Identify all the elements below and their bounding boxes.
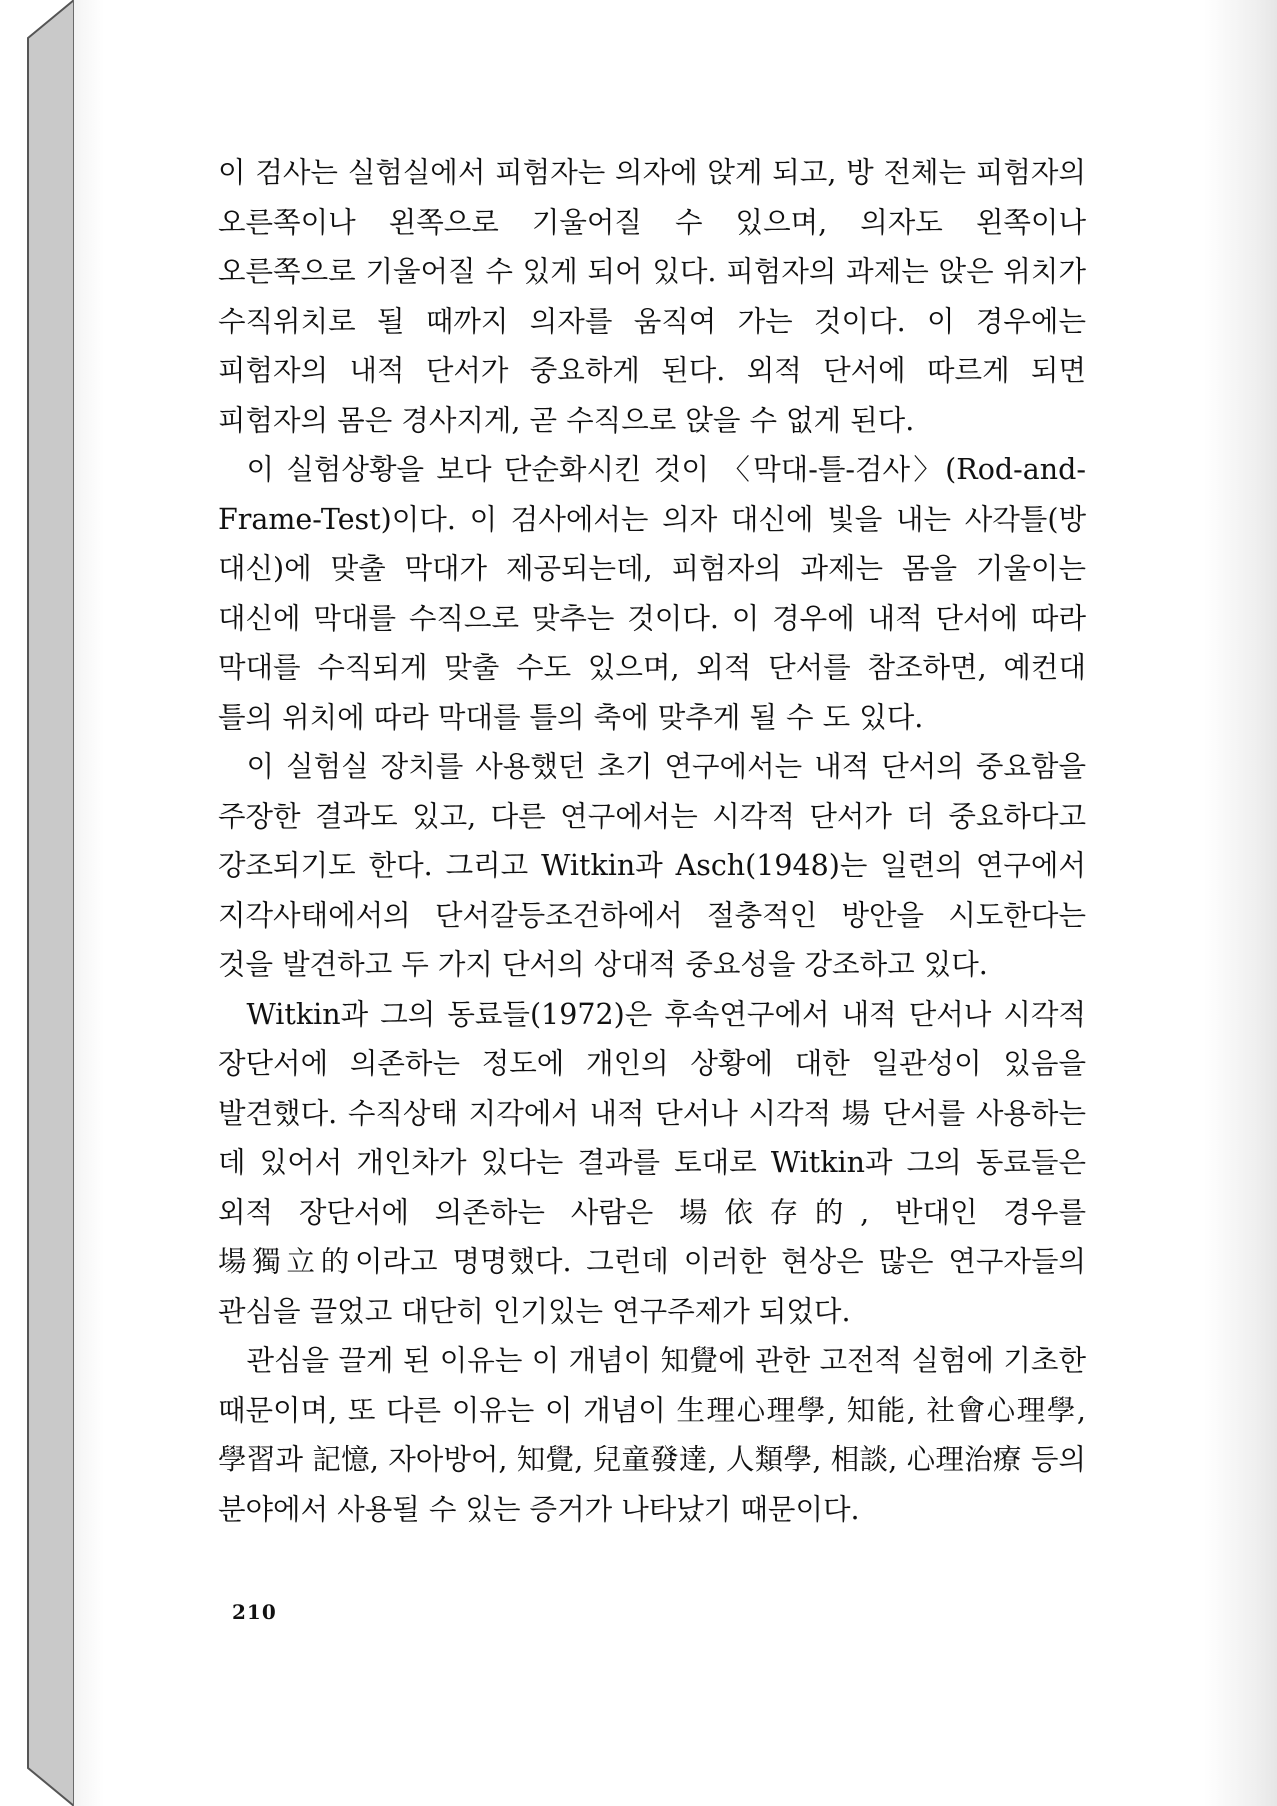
page-number: 210 — [232, 1600, 277, 1624]
paragraph: Witkin과 그의 동료들(1972)은 후속연구에서 내적 단서나 시각적 장단서에 의존하는 정도에 개인의 상황에 대한 일관성이 있음을 발견했다. 수직상태 지각에서 내적 단서나 시각적 場 단서를 사용하는 데 있어서 개인차가 있다는 결과를 토대로 Witkin과 그의 동료들은 외적 장단서에 의존하는 사람은 場依存的, 반대인 경우를 場獨立的이라고 명명했다. 그런데 이러한 현상은 많은 연구자들의 관심을 끌었고 대단히 인기있는 연구주제가 되었다. — [218, 997, 1086, 1328]
paragraph: 관심을 끌게 된 이유는 이 개념이 知覺에 관한 고전적 실험에 기초한 때문이며, 또 다른 이유는 이 개념이 生理心理學, 知能, 社會心理學, 學習과 記憶, 자아방어, 知覺, 兒童發達, 人類學, 相談, 心理治療 등의 분야에서 사용될 수 있는 증거가 나타났기 때문이다. — [218, 1344, 1086, 1526]
paragraph: 이 실험실 장치를 사용했던 초기 연구에서는 내적 단서의 중요함을 주장한 결과도 있고, 다른 연구에서는 시각적 단서가 더 중요하다고 강조되기도 한다. 그리고 Witkin과 Asch(1948)는 일련의 연구에서 지각사태에서의 단서갈등조건하에서 절충적인 방안을 시도한다는 것을 발견하고 두 가지 단서의 상대적 중요성을 강조하고 있다. — [218, 750, 1086, 981]
paragraph: 이 실험상황을 보다 단순화시킨 것이 〈막대-틀-검사〉(Rod-and-Frame-Test)이다. 이 검사에서는 의자 대신에 빛을 내는 사각틀(방 대신)에 맞출 막대가 제공되는데, 피험자의 과제는 몸을 기울이는 대신에 막대를 수직으로 맞추는 것이다. 이 경우에 내적 단서에 따라 막대를 수직되게 맞출 수도 있으며, 외적 단서를 참조하면, 예컨대 틀의 위치에 따라 막대를 틀의 축에 맞추게 될 수 도 있다. — [218, 453, 1086, 734]
paragraph: 이 검사는 실험실에서 피험자는 의자에 앉게 되고, 방 전체는 피험자의 오른쪽이나 왼쪽으로 기울어질 수 있으며, 의자도 왼쪽이나 오른쪽으로 기울어질 수 있게 되어 있다. 피험자의 과제는 앉은 위치가 수직위치로 될 때까지 의자를 움직여 가는 것이다. 이 경우에는 피험자의 내적 단서가 중요하게 된다. 외적 단서에 따르게 되면 피험자의 몸은 경사지게, 곧 수직으로 앉을 수 없게 된다. — [218, 156, 1086, 437]
body-text — [218, 148, 1086, 1534]
